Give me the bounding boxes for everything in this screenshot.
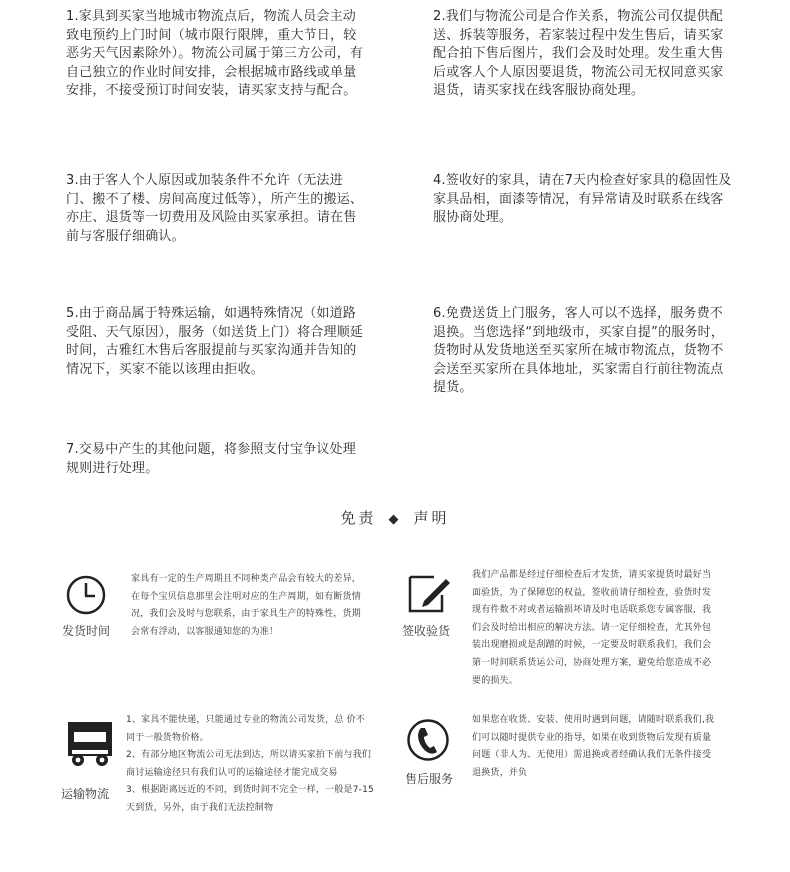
transport-line-3: 3、根据距离远近的不同，到货时间不完全一样，一般是7-15天到货，另外，由于我们无法控制物: [126, 785, 374, 813]
diamond-icon: ◆: [388, 512, 402, 527]
transport-label: 运输物流: [61, 787, 110, 801]
policy-item-5: 5.由于商品属于特殊运输，如遇特殊情况（如道路受阻、天气原因），服务（如送货上门）将合理顺延时间，古雅红木售后客服提前与买家沟通并告知的情况下，买家不能以该理由拒收。: [66, 306, 364, 377]
policy-item-7: 7.交易中产生的其他问题，将参照支付宝争议处理规则进行处理。: [66, 442, 357, 476]
sign-check-label: 签收验货: [402, 624, 451, 638]
disclaimer-title-left: 免责: [340, 509, 377, 527]
ship-time-block: [0, 565, 395, 705]
sign-check-block: [395, 565, 790, 705]
clock-icon: [66, 575, 106, 615]
after-sale-text: 如果您在收货、安装、使用时遇到问题，请随时联系我们,我们可以随时提供专业的指导，如果在收到货物后发现有质量问题（非人为、无使用）需退换或者经确认我们无条件接受退换货，并负: [472, 715, 715, 778]
policy-item-6: 6.免费送货上门服务，客人可以不选择，服务费不退换。当您选择“到地级市，买家自提”的服务时，货物时从发货地送至买家所在城市物流点，货物不会送至买家所在具体地址，买家需自行前往物流点提货。: [433, 306, 725, 395]
transport-line-1: 1、家具不能快递，只能通过专业的物流公司发货，总 价不同于一般货物价格。: [126, 715, 365, 743]
truck-icon: [66, 720, 114, 768]
transport-line-2: 2、有部分地区物流公司无法到达，所以请买家拍下前与我们商讨运输途径只有我们认可的运输途径才能完成交易: [126, 750, 372, 778]
phone-icon: [406, 718, 450, 762]
disclaimer-heading: [0, 507, 790, 528]
after-sale-block: [395, 710, 790, 840]
policy-item-4: 4.签收好的家具，请在7天内检查好家具的稳固性及家具品相，面漆等情况，有异常请及时联系在线客服协商处理。: [433, 173, 732, 225]
after-sale-label: 售后服务: [405, 772, 454, 786]
transport-text: [126, 712, 374, 818]
sign-document-icon: [406, 571, 452, 615]
policy-item-3: 3.由于客人个人原因或加装条件不允许（无法进门、搬不了楼、房间高度过低等），所产生的搬运、亦庄、退货等一切费用及风险由买家承担。请在售前与客服仔细确认。: [66, 173, 364, 244]
policy-item-1: 1.家具到买家当地城市物流点后，物流人员会主动致电预约上门时间（城市限行限牌，重大节日，较恶劣天气因素除外）。物流公司属于第三方公司，有自己独立的作业时间安排，会根据城市路线或单量安排，不接受预订时间安装，请买家支持与配合。: [66, 9, 364, 98]
disclaimer-title-right: 声明: [413, 509, 450, 527]
ship-time-text: 家具有一定的生产周期且不同种类产品会有较大的差异，在每个宝贝信息那里会注明对应的生产周期，如有断货情况，我们会及时与您联系，由于家具生产的特殊性，货期会常有浮动，以客服通知您的为准！: [131, 574, 362, 637]
transport-block: [0, 710, 395, 840]
sign-check-text: 我们产品都是经过仔细检查后才发货，请买家提货时最好当面验货，为了保障您的权益，签收前请仔细检查，验货时发现有件数不对或者运输损坏请及时电话联系您专属客服，我们会及时给出相应的解决方法。请一定仔细检查，尤其外包装出现磨损或是刮蹭的时候，一定要及时联系我们，我们会第一时间联系货运公司，协商处理方案，避免给您造成不必要的损失。: [472, 570, 712, 686]
policy-item-2: 2.我们与物流公司是合作关系，物流公司仅提供配送、拆装等服务，若家装过程中发生售后，请买家配合拍下售后图片，我们会及时处理。发生重大售后或客人个人原因要退货，物流公司无权同意买家退货，请买家找在线客服协商处理。: [433, 9, 724, 98]
ship-time-label: 发货时间: [62, 624, 111, 638]
